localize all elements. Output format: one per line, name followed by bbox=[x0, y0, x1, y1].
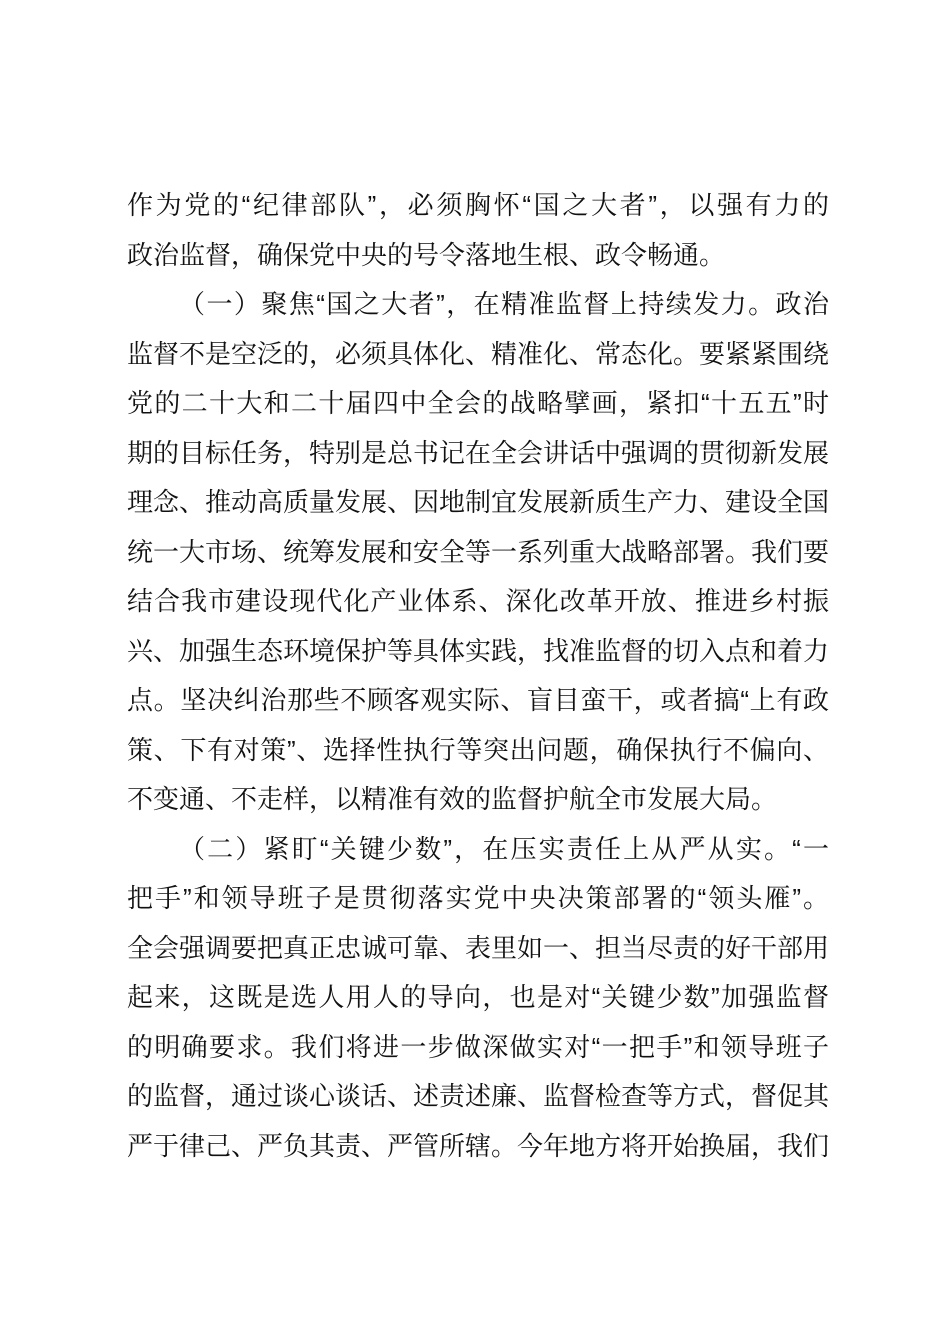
text-line: 把手”和领导班子是贯彻落实党中央决策部署的“领头雁”。 bbox=[127, 883, 829, 913]
text-line: 统一大市场、统筹发展和安全等一系列重大战略部署。我们要 bbox=[127, 536, 829, 567]
text-line: 理念、推动高质量发展、因地制宜发展新质生产力、建设全国 bbox=[127, 487, 829, 517]
paragraph-1 bbox=[127, 181, 829, 280]
text-line: 不变通、不走样，以精准有效的监督护航全市发展大局。 bbox=[127, 784, 778, 814]
text-line: 期的目标任务，特别是总书记在全会讲话中强调的贯彻新发展 bbox=[127, 437, 829, 468]
text-line: 结合我市建设现代化产业体系、深化改革开放、推进乡村振 bbox=[127, 586, 829, 616]
text-line: （二）紧盯“关键少数”，在压实责任上从严从实。“一 bbox=[179, 833, 829, 864]
text-line: 的明确要求。我们将进一步做深做实对“一把手”和领导班子 bbox=[127, 1031, 829, 1062]
text-line: 策、下有对策”、选择性执行等突出问题，确保执行不偏向、 bbox=[127, 734, 829, 765]
text-line: 的监督，通过谈心谈话、述责述廉、监督检查等方式，督促其 bbox=[127, 1081, 829, 1111]
text-line: 作为党的“纪律部队”，必须胸怀“国之大者”，以强有力的 bbox=[127, 190, 829, 220]
text-line: 严于律己、严负其责、严管所辖。今年地方将开始换届，我们 bbox=[127, 1130, 829, 1161]
text-line: 监督不是空泛的，必须具体化、精准化、常态化。要紧紧围绕 bbox=[127, 338, 829, 369]
paragraph-3 bbox=[127, 825, 829, 1172]
text-line: 兴、加强生态环境保护等具体实践，找准监督的切入点和着力 bbox=[127, 635, 829, 666]
text-line: （一）聚焦“国之大者”，在精准监督上持续发力。政治 bbox=[179, 289, 829, 319]
text-line: 起来，这既是选人用人的导向，也是对“关键少数”加强监督 bbox=[127, 982, 829, 1012]
document-body bbox=[127, 181, 829, 1171]
text-line: 政治监督，确保党中央的号令落地生根、政令畅通。 bbox=[127, 239, 726, 270]
paragraph-2 bbox=[127, 280, 829, 825]
text-line: 点。坚决纠治那些不顾客观实际、盲目蛮干，或者搞“上有政 bbox=[127, 685, 829, 715]
text-line: 全会强调要把真正忠诚可靠、表里如一、担当尽责的好干部用 bbox=[127, 932, 829, 963]
text-line: 党的二十大和二十届四中全会的战略擘画，紧扣“十五五”时 bbox=[127, 388, 829, 418]
